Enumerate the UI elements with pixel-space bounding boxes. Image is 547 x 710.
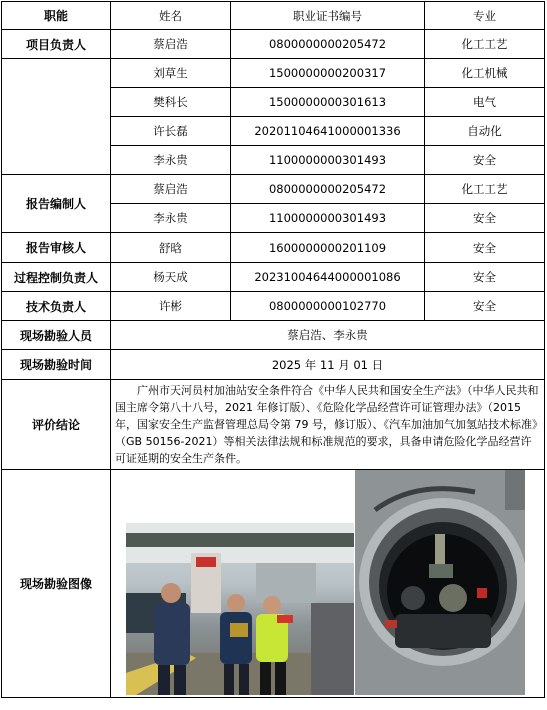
cell-name: 刘草生 [111, 59, 231, 88]
table-row [2, 380, 545, 470]
cell-major: 电气 [425, 88, 545, 117]
cell-cert: 1600000000201109 [231, 233, 425, 263]
survey-time-value: 2025 年 11 月 01 日 [111, 350, 545, 380]
label-conclusion: 评价结论 [2, 380, 111, 470]
cell-cert: 1100000000301493 [231, 146, 425, 175]
table-row [2, 175, 545, 204]
label-tech-lead: 技术负责人 [2, 292, 111, 321]
table-row [2, 321, 545, 350]
label-survey-staff: 现场勘验人员 [2, 321, 111, 350]
label-report-reviewer: 报告审核人 [2, 233, 111, 263]
cell-major: 安全 [425, 233, 545, 263]
label-blank [2, 59, 111, 175]
photos-area [111, 470, 541, 697]
header-cert: 职业证书编号 [231, 2, 425, 30]
cell-major: 安全 [425, 204, 545, 233]
cell-major: 化工机械 [425, 59, 545, 88]
photos-cell [111, 470, 545, 698]
cell-name: 许彬 [111, 292, 231, 321]
conclusion-text: 广州市天河员村加油站安全条件符合《中华人民共和国安全生产法》（中华人民共和国主席令第八十八号，2021 年修订版）、《危险化学品经营许可证管理办法》（2015 年，国家安全生产监督管理总局令第 79 号，修订版）、《汽车加油加气加氢站技术标准》（GB 50156-2021）等相关法律法规和标准规范的要求，具备申请危险化学品经营许可证延期的安全生产条件。 [111, 380, 545, 470]
cell-major: 安全 [425, 292, 545, 321]
cell-name: 许长磊 [111, 117, 231, 146]
table-row [2, 30, 545, 59]
cell-cert: 202310046440000010​86 [231, 263, 425, 292]
cell-cert: 0800000000102770 [231, 292, 425, 321]
cell-name: 李永贵 [111, 204, 231, 233]
header-major: 专业 [425, 2, 545, 30]
cell-major: 化工工艺 [425, 30, 545, 59]
survey-photo-tank [355, 470, 525, 695]
cell-cert: 0800000000205472 [231, 175, 425, 204]
label-photos: 现场勘验图像 [2, 470, 111, 698]
cell-cert: 1500000000301613 [231, 88, 425, 117]
cell-major: 自动化 [425, 117, 545, 146]
survey-photo-staff [126, 523, 354, 695]
cell-cert: 0800000000205472 [231, 30, 425, 59]
cell-name: 杨天成 [111, 263, 231, 292]
cell-major: 化工工艺 [425, 175, 545, 204]
survey-photo-tank-graphic [355, 470, 525, 695]
table-row [2, 233, 545, 263]
survey-staff-value: 蔡启浩、李永贵 [111, 321, 545, 350]
cell-name: 蔡启浩 [111, 175, 231, 204]
survey-photo-staff-graphic [126, 523, 354, 695]
label-process-control: 过程控制负责人 [2, 263, 111, 292]
label-survey-time: 现场勘验时间 [2, 350, 111, 380]
cell-name: 李永贵 [111, 146, 231, 175]
table-header-row [2, 2, 545, 30]
report-table [1, 1, 545, 698]
cell-name: 舒晗 [111, 233, 231, 263]
label-project-lead: 项目负责人 [2, 30, 111, 59]
cell-major: 安全 [425, 263, 545, 292]
table-row [2, 59, 545, 88]
cell-cert: 1500000000200317 [231, 59, 425, 88]
cell-name: 樊科长 [111, 88, 231, 117]
cell-cert: 202011046410000013​36 [231, 117, 425, 146]
table-row [2, 263, 545, 292]
cell-name: 蔡启浩 [111, 30, 231, 59]
label-report-writer: 报告编制人 [2, 175, 111, 233]
header-role: 职能 [2, 2, 111, 30]
header-name: 姓名 [111, 2, 231, 30]
cell-cert: 1100000000301493 [231, 204, 425, 233]
table-row [2, 470, 545, 698]
table-row [2, 292, 545, 321]
table-row [2, 350, 545, 380]
cell-major: 安全 [425, 146, 545, 175]
